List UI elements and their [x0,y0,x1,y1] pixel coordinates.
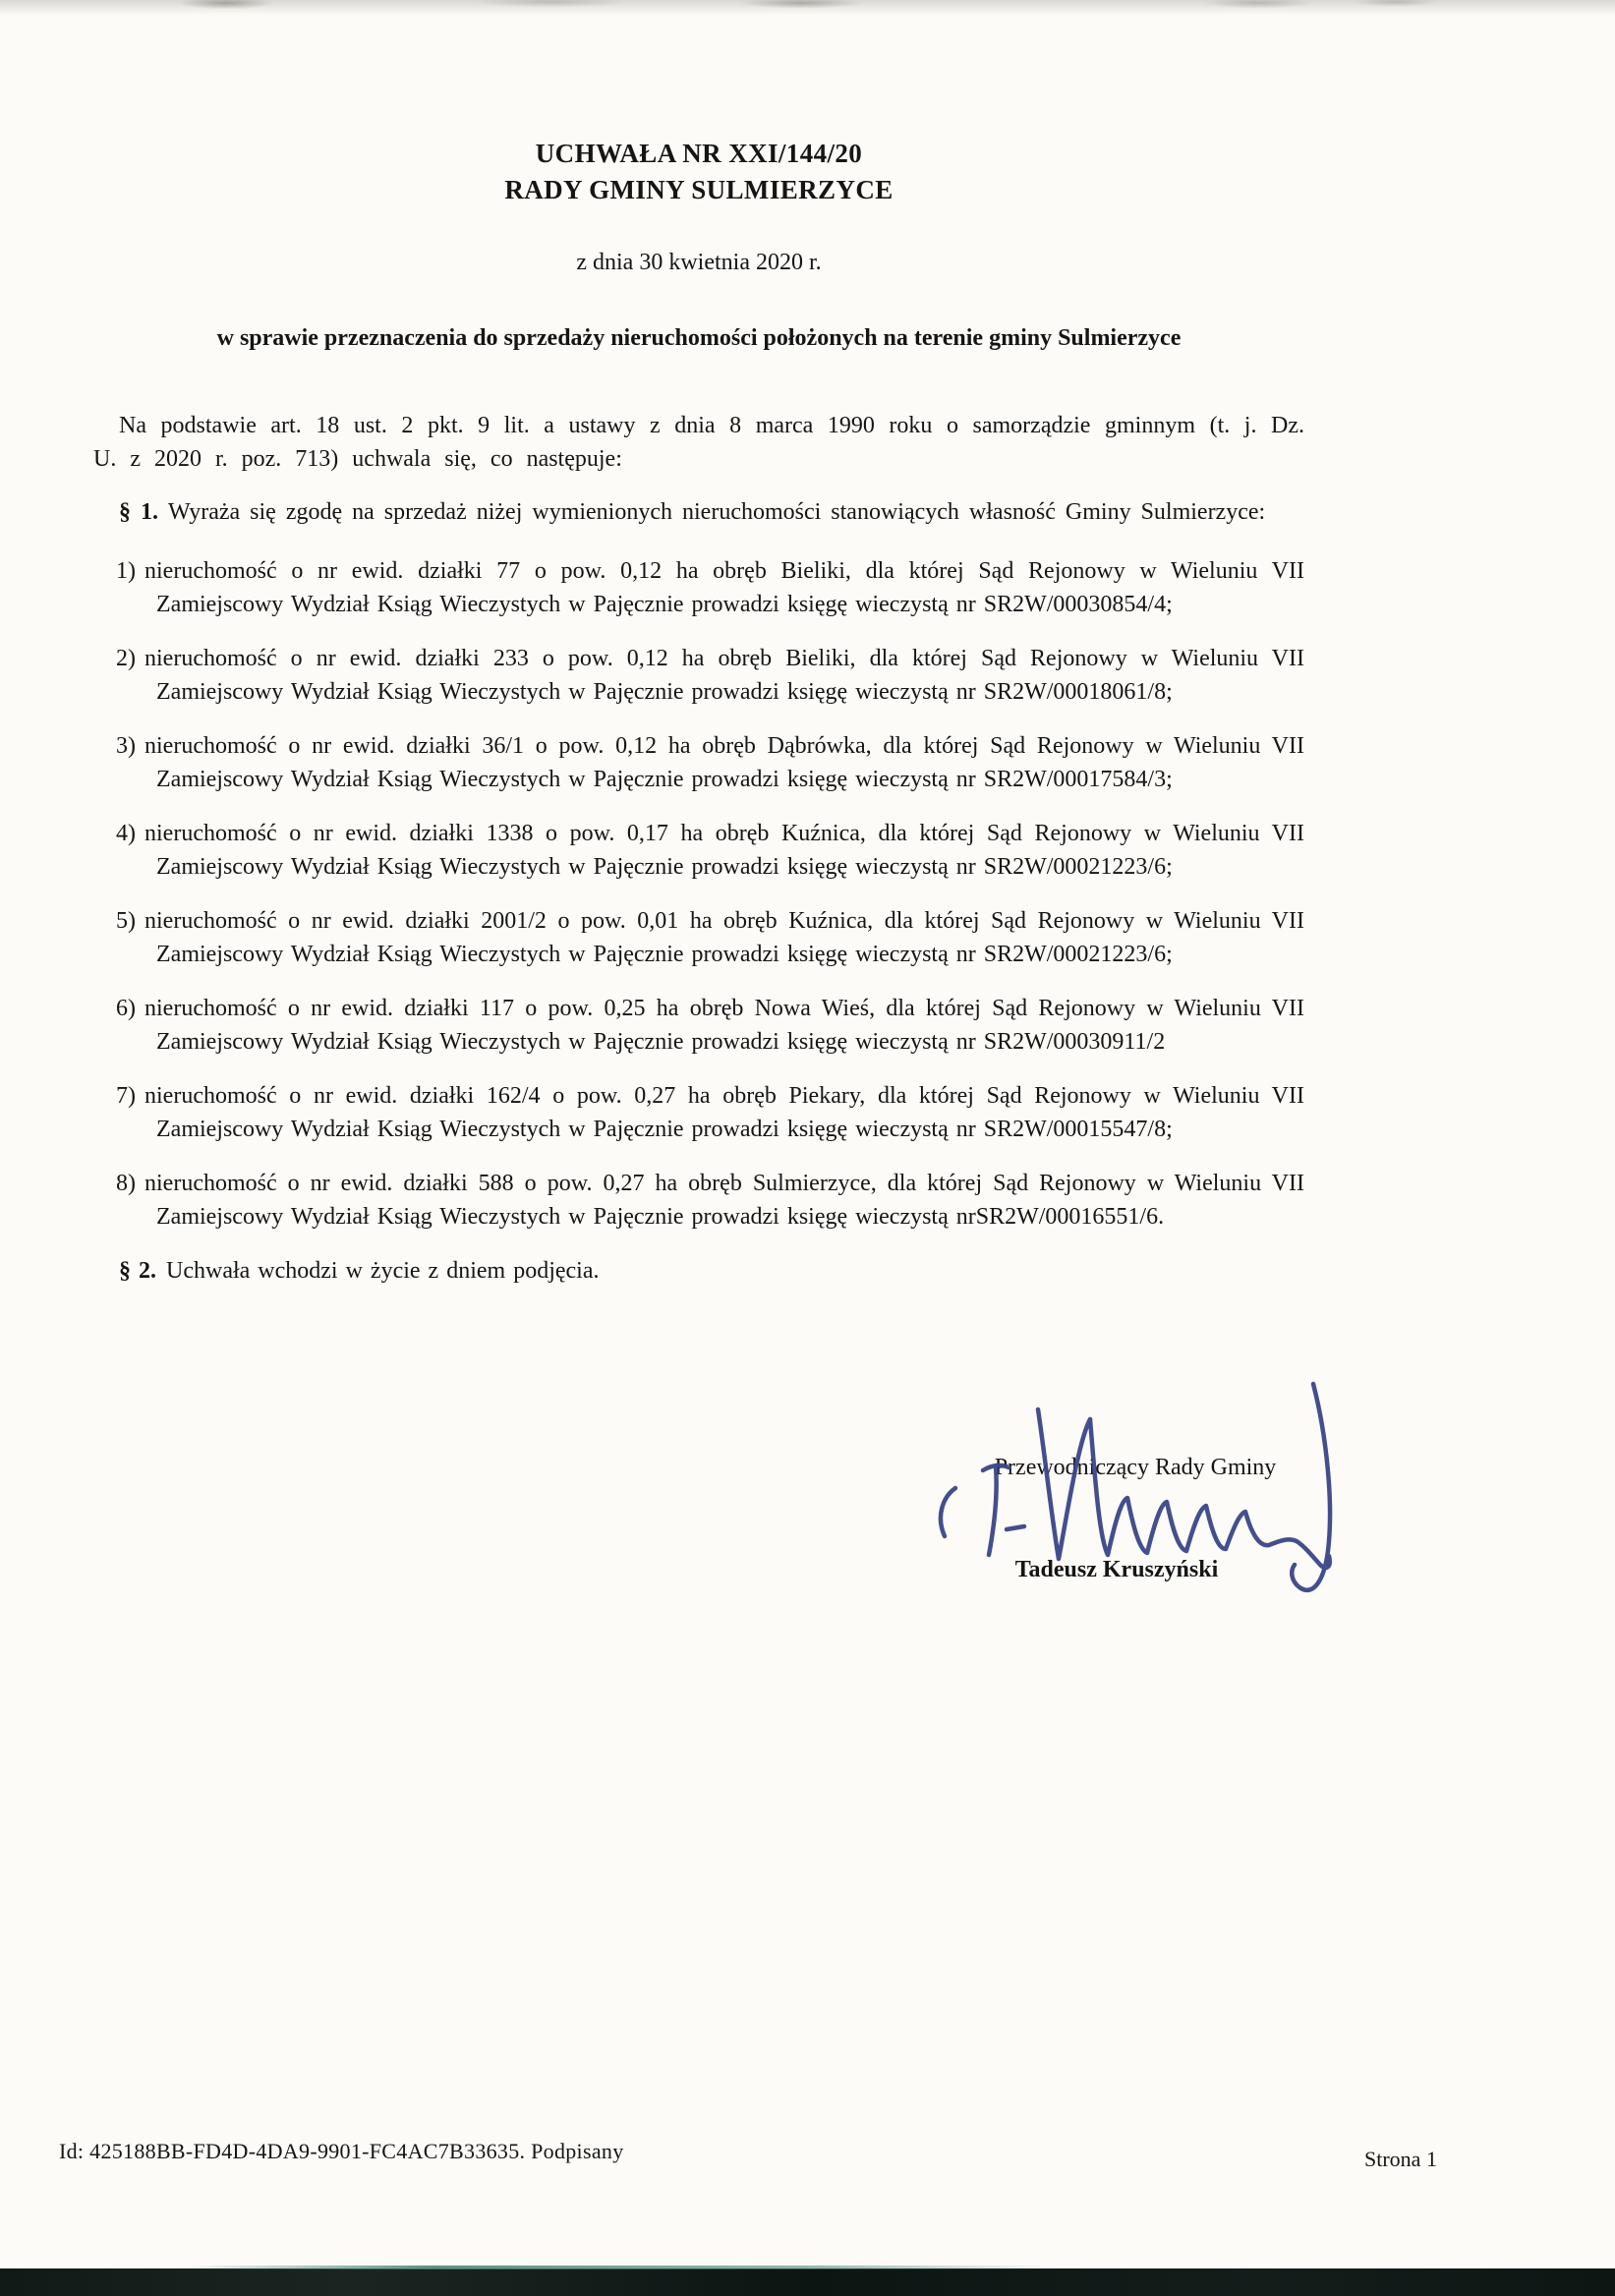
section-1-text: Wyraża się zgodę na sprzedaż niżej wymienionych nieruchomości stanowiących własność Gminy Sulmierzyce: [168,499,1266,525]
list-item [93,1167,1304,1234]
section-2-text: Uchwała wchodzi w życie z dniem podjęcia. [166,1258,600,1284]
document-body [93,136,1304,1305]
list-item [93,992,1304,1059]
list-item-number: 1) [116,558,136,584]
section-1-paragraph [93,495,1304,529]
list-item-number: 7) [116,1083,136,1109]
footer-document-id: Id: 425188BB-FD4D-4DA9-9901-FC4AC7B33635. Podpisany [59,2139,624,2163]
list-item-number: 5) [116,908,136,934]
list-item-number: 6) [116,996,136,1021]
resolution-number: UCHWAŁA NR XXI/144/20 [535,139,863,168]
issuing-authority: RADY GMINY SULMIERZYCE [504,175,894,204]
list-item-number: 4) [116,821,136,846]
list-item [93,729,1304,796]
signatory-role: Przewodniczący Rady Gminy [994,1455,1277,1480]
list-item-text: nieruchomość o nr ewid. działki 162/4 o pow. 0,27 ha obręb Piekary, dla której Sąd Rejonowy w Wieluniu VII Zamiejscowy Wydział Ksiąg Wieczystych w Pajęcznie prowadzi księgę wieczystą nr SR2W/00015547/8; [144,1083,1304,1142]
list-item-number: 2) [116,646,136,671]
list-item-text: nieruchomość o nr ewid. działki 233 o pow. 0,12 ha obręb Bieliki, dla której Sąd Rejonowy w Wieluniu VII Zamiejscowy Wydział Ksiąg Wieczystych w Pajęcznie prowadzi księgę wieczystą nr SR2W/00018061/8; [144,646,1304,705]
list-item [93,904,1304,971]
footer-page-number: Strona 1 [1364,2147,1437,2171]
resolution-subject: w sprawie przeznaczenia do sprzedaży nieruchomości położonych na terenie gminy Sulmierzyce [216,325,1182,351]
section-1-marker: § 1. [119,499,158,525]
section-2-marker: § 2. [119,1258,156,1284]
list-item-number: 8) [116,1171,136,1196]
list-item-text: nieruchomość o nr ewid. działki 588 o pow. 0,27 ha obręb Sulmierzyce, dla której Sąd Rejonowy w Wieluniu VII Zamiejscowy Wydział Ksiąg Wieczystych w Pajęcznie prowadzi księgę wieczystą nrSR2W/00016551/6. [144,1171,1304,1230]
list-item-text: nieruchomość o nr ewid. działki 2001/2 o pow. 0,01 ha obręb Kuźnica, dla której Sąd Rejonowy w Wieluniu VII Zamiejscowy Wydział Ksiąg Wieczystych w Pajęcznie prowadzi księgę wieczystą nr SR2W/00021223/6; [144,908,1304,967]
list-item-text: nieruchomość o nr ewid. działki 36/1 o pow. 0,12 ha obręb Dąbrówka, dla której Sąd Rejonowy w Wieluniu VII Zamiejscowy Wydział Ksiąg Wieczystych w Pajęcznie prowadzi księgę wieczystą nr SR2W/00017584/3; [144,733,1304,792]
list-item-text: nieruchomość o nr ewid. działki 117 o pow. 0,25 ha obręb Nowa Wieś, dla której Sąd Rejonowy w Wieluniu VII Zamiejscowy Wydział Ksiąg Wieczystych w Pajęcznie prowadzi księgę wieczystą nr SR2W/00030911/2 [144,996,1304,1055]
list-item [93,554,1304,621]
resolution-date: z dnia 30 kwietnia 2020 r. [576,250,822,275]
scan-noise-top-edge [0,0,1615,18]
scan-dark-bottom-edge [0,2268,1615,2296]
document-title [93,136,1304,208]
list-item-text: nieruchomość o nr ewid. działki 77 o pow. 0,12 ha obręb Bieliki, dla której Sąd Rejonowy w Wieluniu VII Zamiejscowy Wydział Ksiąg Wieczystych w Pajęcznie prowadzi księgę wieczystą nr SR2W/00030854/4; [144,558,1304,617]
list-item [93,642,1304,709]
list-item-number: 3) [116,733,136,759]
list-item-text: nieruchomość o nr ewid. działki 1338 o pow. 0,17 ha obręb Kuźnica, dla której Sąd Rejonowy w Wieluniu VII Zamiejscowy Wydział Ksiąg Wieczystych w Pajęcznie prowadzi księgę wieczystą nr SR2W/00021223/6; [144,821,1304,880]
list-item [93,817,1304,884]
legal-basis-paragraph: Na podstawie art. 18 ust. 2 pkt. 9 lit. a ustawy z dnia 8 marca 1990 roku o samorządzie gminnym (t. j. Dz. U. z 2020 r. poz. 713) uchwala się, co następuje: [93,413,1304,472]
signatory-name: Tadeusz Kruszyński [1014,1557,1219,1582]
numbered-property-list [93,554,1304,1234]
list-item [93,1079,1304,1146]
section-2-paragraph [93,1254,1304,1288]
